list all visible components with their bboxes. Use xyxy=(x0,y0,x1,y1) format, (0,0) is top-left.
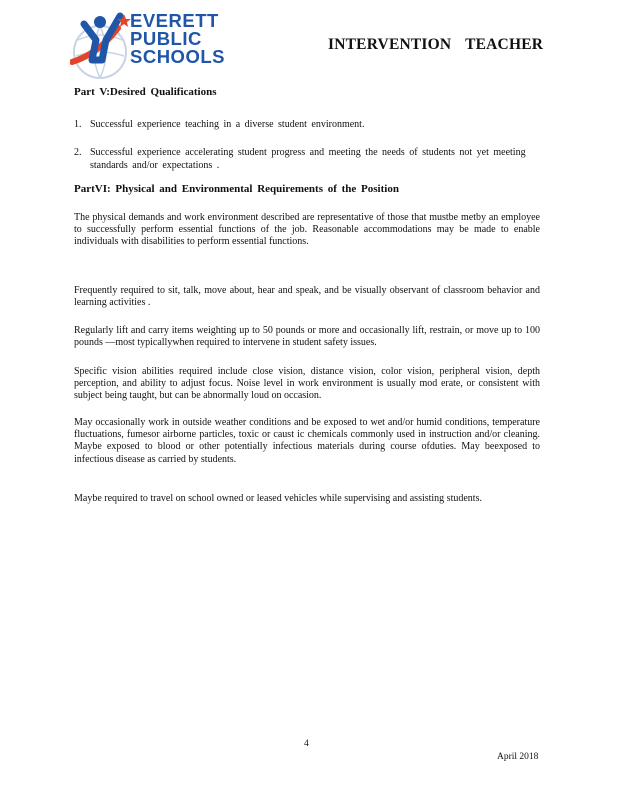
document-title: INTERVENTION TEACHER xyxy=(328,36,544,53)
logo-line: SCHOOLS xyxy=(130,46,225,67)
everett-public-schools-logo xyxy=(70,10,245,82)
logo-line: EVERETT xyxy=(130,10,219,31)
paragraph: The physical demands and work environment described are representative of those that mustbe metby an employee to successfully perform essential functions of the job. Reasonable accommodations may be made to enable individuals with disabilities to perform essential functions. xyxy=(74,212,540,248)
list-number: 1. xyxy=(74,119,82,130)
footer-date: April 2018 xyxy=(497,752,539,762)
list-item xyxy=(74,146,539,172)
logo-line: PUBLIC xyxy=(130,28,202,49)
list-text: Successful experience teaching in a diverse student environment. xyxy=(90,119,365,130)
paragraph: May occasionally work in outside weather conditions and be exposed to wet and/or humid conditions, temperature fluctuations, fumesor airborne particles, toxic or caust ic chemicals commonly used in instruction and/or cleaning. Maybe exposed to blood or other potentially infectious materials during course ofduties. May beexposed to infectious disease as carried by students. xyxy=(74,417,540,465)
page-number: 4 xyxy=(304,739,309,749)
globe-figure-icon xyxy=(70,10,132,82)
list-text: Successful experience accelerating student progress and meeting the needs of students not yet meeting standards and/or expectations . xyxy=(90,147,526,171)
part5-heading: Part V:Desired Qualifications xyxy=(74,86,217,98)
list-item xyxy=(74,118,539,131)
list-number: 2. xyxy=(74,147,82,158)
paragraph: Specific vision abilities required include close vision, distance vision, color vision, peripheral vision, depth perception, and ability to adjust focus. Noise level in work environment is usually mod erate, or consistent with subject being taught, but can be abnormally loud on occasion. xyxy=(74,366,540,402)
paragraph: Frequently required to sit, talk, move about, hear and speak, and be visually observant of classroom behavior and learning activities . xyxy=(74,285,540,309)
paragraph: Regularly lift and carry items weighting up to 50 pounds or more and occasionally lift, restrain, or move up to 100 pounds —most typicallywhen required to intervene in student safety issues. xyxy=(74,325,540,349)
paragraph: Maybe required to travel on school owned or leased vehicles while supervising and assisting students. xyxy=(74,493,482,504)
part6-heading: PartVI: Physical and Environmental Requirements of the Position xyxy=(74,183,399,195)
